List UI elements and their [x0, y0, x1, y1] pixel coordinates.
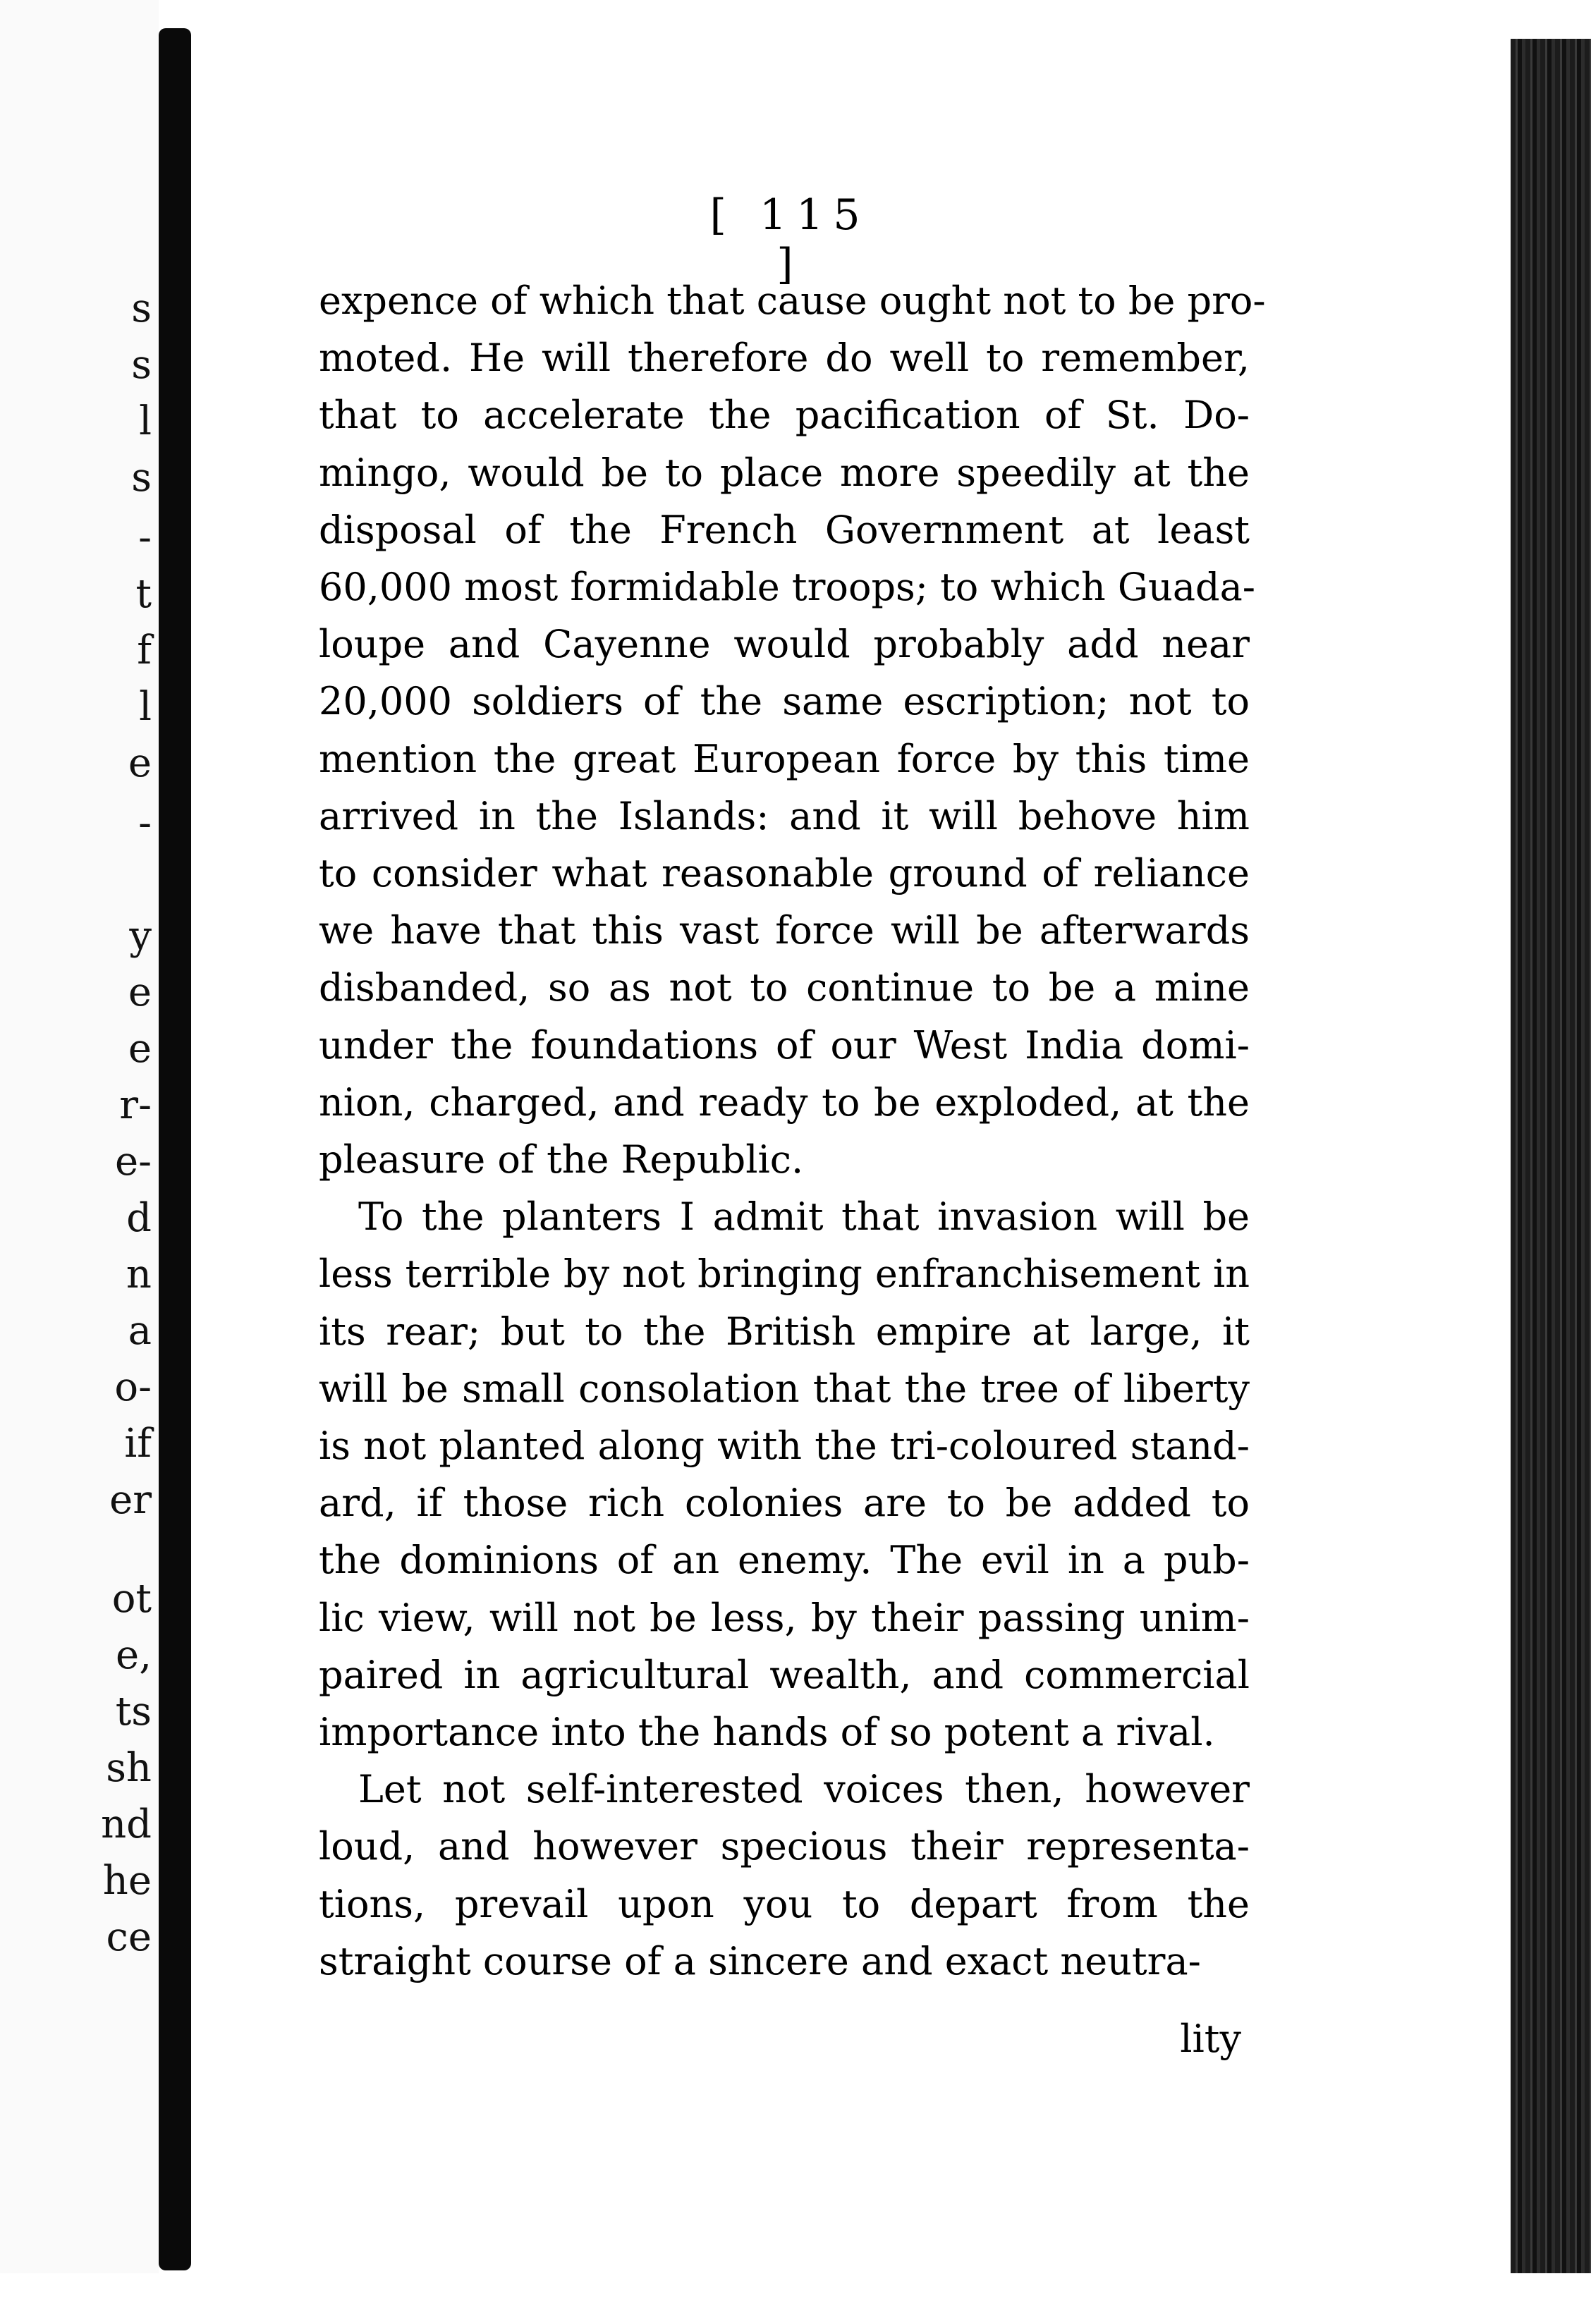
text-line: straight course of a sincere and exact neutra-: [319, 1938, 1201, 1983]
book-gutter: [159, 28, 191, 2270]
text-line: is not planted along with the tri-coloured stand-: [319, 1424, 1250, 1469]
facing-page-fragment: -: [138, 800, 152, 846]
text-line: to consider what reasonable ground of reliance: [319, 851, 1250, 896]
text-line: 60,000 most formidable troops; to which Guada-: [319, 565, 1256, 610]
text-line: disposal of the French Government at least: [319, 507, 1250, 552]
facing-page-fragment: e,: [116, 1632, 152, 1678]
text-line: we have that this vast force will be afterwards: [319, 908, 1250, 953]
facing-page-fragment: r-: [119, 1082, 152, 1128]
text-line: mingo, would be to place more speedily at the: [319, 450, 1250, 495]
catchword: lity: [1180, 2017, 1241, 2061]
scan-bottom-margin: [0, 2273, 1591, 2324]
facing-page-fragment: l: [139, 398, 152, 444]
facing-page-fragment: ts: [115, 1689, 152, 1735]
facing-page-fragment: s: [131, 342, 152, 388]
text-line: loupe and Cayenne would probably add near: [319, 622, 1250, 667]
facing-page-fragment: er: [109, 1477, 152, 1523]
text-line: moted. He will therefore do well to remember,: [319, 336, 1250, 381]
text-line: lic view, will not be less, by their passing unim-: [319, 1595, 1250, 1640]
facing-page-fragment: f: [137, 628, 152, 673]
paragraph: [319, 1761, 1250, 1990]
facing-page-fragment: s: [131, 286, 152, 331]
facing-page-fragment: s: [131, 455, 152, 501]
text-line: less terrible by not bringing enfranchisement in: [319, 1252, 1250, 1297]
facing-page-fragment: ot: [111, 1576, 152, 1622]
facing-page-fragment: l: [139, 684, 152, 730]
text-line: disbanded, so as not to continue to be a mine: [319, 965, 1250, 1010]
body-text: [319, 272, 1266, 1990]
text-line: importance into the hands of so potent a rival.: [319, 1710, 1215, 1755]
facing-page-fragment: y: [129, 913, 152, 959]
facing-page-fragment: e: [128, 740, 152, 786]
text-line: arrived in the Islands: and it will behove him: [319, 793, 1250, 838]
text-line: paired in agricultural wealth, and commercial: [319, 1652, 1250, 1697]
text-line: ard, if those rich colonies are to be added to: [319, 1481, 1250, 1526]
text-line: that to accelerate the pacification of St. Do-: [319, 393, 1250, 438]
text-line: will be small consolation that the tree of liberty: [319, 1366, 1250, 1411]
text-line: 20,000 soldiers of the same escription; not to: [319, 679, 1250, 724]
text-line: expence of which that cause ought not to be pro-: [319, 279, 1266, 323]
facing-page-fragment: nd: [101, 1802, 152, 1847]
facing-page-fragment: o-: [114, 1364, 152, 1410]
facing-page-fragment: -: [138, 515, 152, 561]
facing-page-fragment: n: [126, 1252, 152, 1297]
text-line: tions, prevail upon you to depart from the: [319, 1881, 1250, 1926]
facing-page-fragment: e: [128, 970, 152, 1015]
facing-page-fragment: sh: [106, 1745, 152, 1791]
page-number: [ 115 ]: [709, 190, 870, 289]
text-line: the dominions of an enemy. The evil in a pub-: [319, 1538, 1250, 1583]
facing-page-fragment: a: [128, 1308, 152, 1354]
facing-page-fragment: ce: [106, 1914, 152, 1960]
text-line: its rear; but to the British empire at large, it: [319, 1309, 1250, 1354]
text-line: mention the great European force by this time: [319, 736, 1250, 781]
facing-page-fragment: e-: [114, 1139, 152, 1185]
paragraph: [319, 1188, 1250, 1761]
text-line: pleasure of the Republic.: [319, 1137, 804, 1182]
text-line: Let not self-interested voices then, however: [358, 1767, 1250, 1812]
text-line: To the planters I admit that invasion will be: [358, 1194, 1250, 1240]
paragraph: [319, 272, 1266, 1188]
facing-page-edge: [0, 0, 159, 2324]
facing-page-fragment: he: [102, 1858, 152, 1904]
facing-page-fragment: if: [124, 1421, 152, 1467]
text-line: under the foundations of our West India domi-: [319, 1022, 1250, 1068]
facing-page-fragment: t: [135, 571, 152, 617]
page-edge-shadow: [1511, 39, 1591, 2324]
facing-page-text-fragments: [0, 0, 159, 2324]
facing-page-fragment: e: [128, 1026, 152, 1072]
facing-page-fragment: d: [126, 1195, 152, 1241]
text-line: nion, charged, and ready to be exploded, at the: [319, 1080, 1250, 1125]
text-line: loud, and however specious their representa-: [319, 1824, 1250, 1869]
